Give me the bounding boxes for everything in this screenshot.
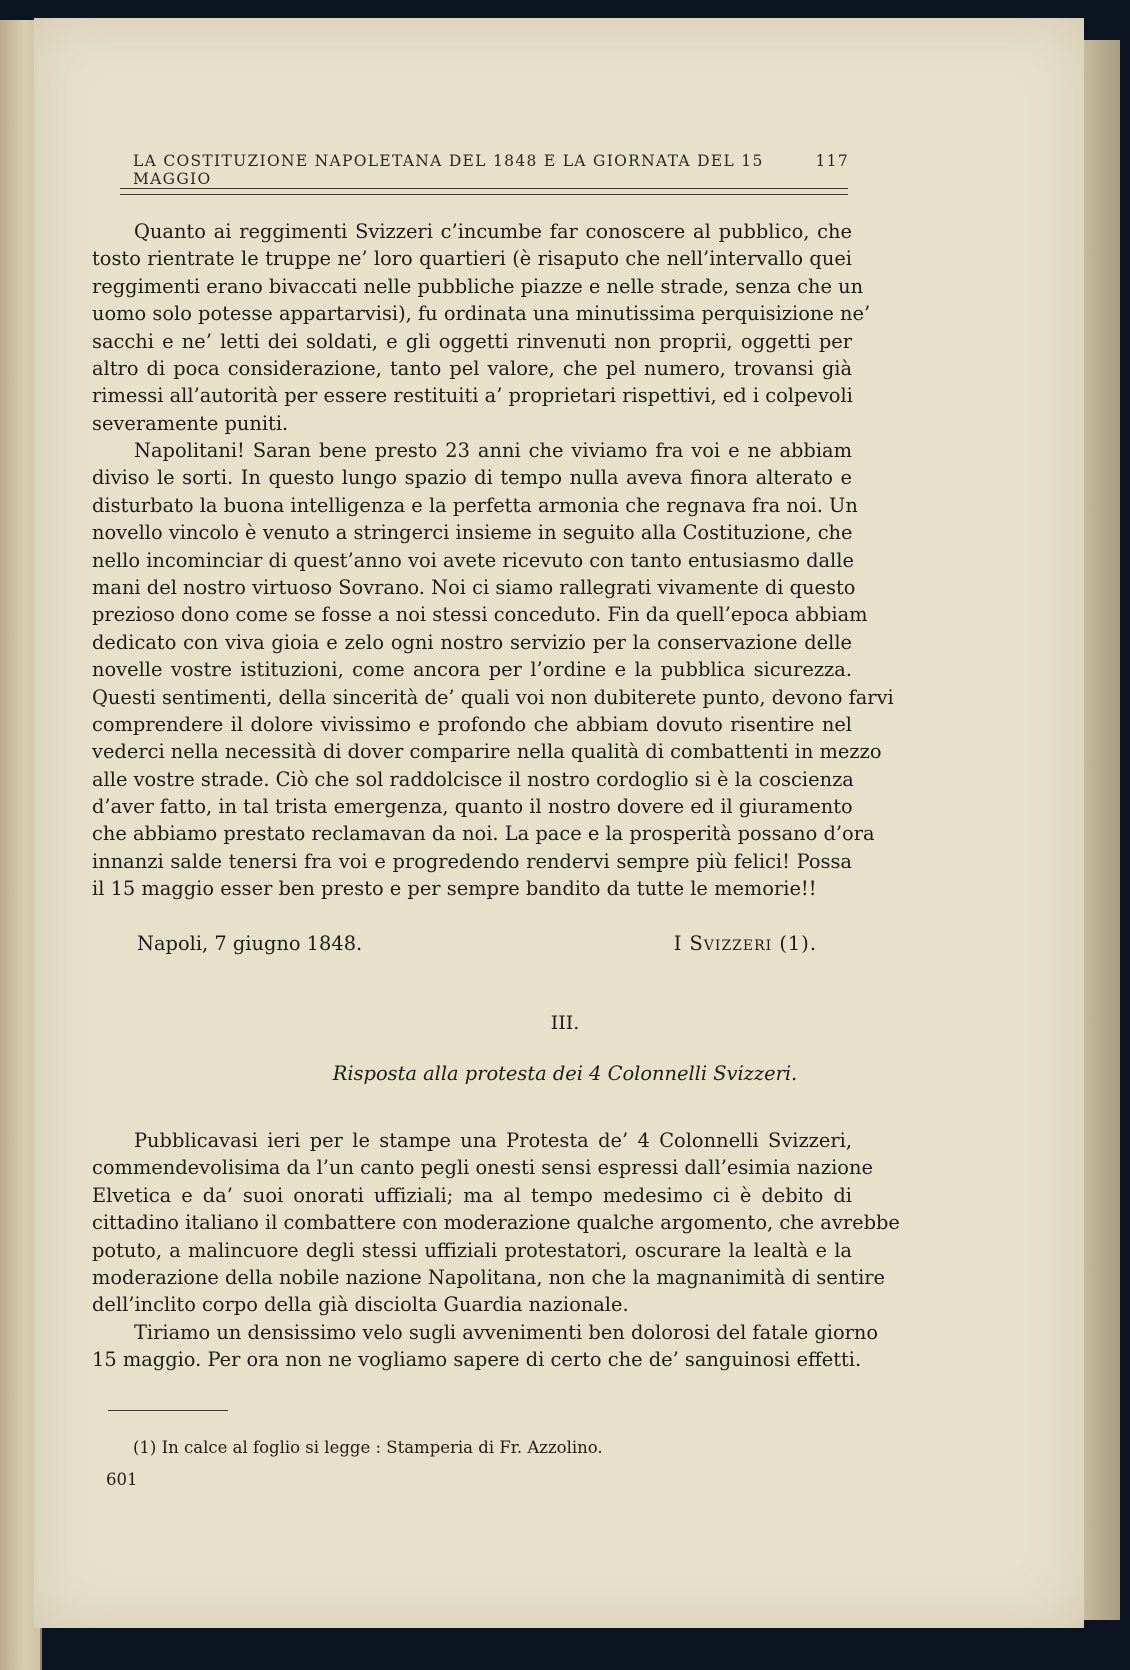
text-line: Napolitani! Saran bene presto 23 anni che viviamo fra voi e ne abbiam [134,439,852,462]
paragraph-tiriamo [92,1319,879,1374]
text-line: uomo solo potesse appartarvisi), fu ordinata una minutissima perquisizione ne’ [92,302,871,326]
text-line: commendevolisima da l’un canto pegli onesti sensi espressi dall’esimia nazione [92,1156,873,1180]
text-line: alle vostre strade. Ciò che sol raddolcisce il nostro cordoglio si è la coscienza [92,767,854,791]
header-rule-top [120,188,848,189]
text-line: disturbato la buona intelligenza e la perfetta armonia che regnava fra noi. Un [92,493,858,517]
text-line: novelle vostre istituzioni, come ancora per l’ordine e la pubblica sicurezza. [92,658,852,682]
text-line: diviso le sorti. In questo lungo spazio di tempo nulla aveva finora alterato e [92,466,852,490]
text-line: potuto, a malincuore degli stessi uffiziali protestatori, oscurare la lealtà e la [92,1238,852,1262]
place-date: Napoli, 7 giugno 1848. [137,932,363,955]
running-header [133,152,849,188]
text-line: nello incominciar di quest’anno voi avete ricevuto con tanto entusiasmo dalle [92,548,854,572]
footnote-rule [108,1410,228,1411]
text-line: che abbiamo prestato reclamavan da noi. La pace e la prosperità possano d’ora [92,822,875,846]
text-line: comprendere il dolore vivissimo e profondo che abbiam dovuto risentire nel [92,712,852,736]
text-line: Tiriamo un densissimo velo sugli avvenimenti ben dolorosi del fatale giorno [134,1321,879,1344]
text-line: Questi sentimenti, della sincerità de’ quali voi non dubiterete punto, devono farvi [92,685,894,709]
text-line: severamente puniti. [92,411,289,435]
page-number: 117 [815,152,849,170]
book-back-page-edge [1080,40,1120,1620]
text-line: 15 maggio. Per ora non ne vogliamo sapere di certo che de’ sanguinosi effetti. [92,1348,862,1372]
text-line: cittadino italiano il combattere con moderazione qualche argomento, che avrebbe [92,1211,900,1235]
dateline [137,932,817,955]
text-line: Quanto ai reggimenti Svizzeri c’incumbe far conoscere al pubblico, che [134,220,852,243]
text-line: Pubblicavasi ieri per le stampe una Protesta de’ 4 Colonnelli Svizzeri, [134,1129,852,1152]
header-rule-bottom [120,194,848,195]
section-number: III. [550,1012,580,1034]
footnote: (1) In calce al foglio si legge : Stamperia di Fr. Azzolino. [133,1438,603,1457]
text-line: innanzi salde tenersi fra voi e progredendo rendervi sempre più felici! Possa [92,849,852,873]
text-line: prezioso dono come se fosse a noi stessi conceduto. Fin da quell’epoca abbiam [92,603,868,627]
text-line: dedicato con viva gioia e zelo ogni nostro servizio per la conservazione delle [92,630,852,654]
text-line: altro di poca considerazione, tanto pel valore, che pel numero, trovansi già [92,356,852,380]
text-line: reggimenti erano bivaccati nelle pubbliche piazze e nelle strade, senza che un [92,274,864,298]
text-line: Elvetica e da’ suoi onorati uffiziali; ma al tempo medesimo ci è debito di [92,1183,852,1207]
text-line: d’aver fatto, in tal trista emergenza, quanto il nostro dovere ed il giuramento [92,795,853,819]
text-line: dell’inclito corpo della già disciolta Guardia nazionale. [92,1293,629,1317]
signature-swiss: I Svizzeri (1). [673,932,817,955]
text-line: il 15 maggio esser ben presto e per sempre bandito da tutte le memorie!! [92,877,817,901]
text-line: moderazione della nobile nazione Napolitana, non che la magnanimità di sentire [92,1265,886,1289]
text-line: vederci nella necessità di dover comparire nella qualità di combattenti in mezzo [92,740,882,764]
text-line: mani del nostro virtuoso Sovrano. Noi ci siamo rallegrati vivamente di questo [92,575,856,599]
text-line: novello vincolo è venuto a stringerci insieme in seguito alla Costituzione, che [92,521,853,545]
running-title: LA COSTITUZIONE NAPOLETANA DEL 1848 E LA GIORNATA DEL 15 MAGGIO [133,152,764,188]
text-line: tosto rientrate le truppe ne’ loro quartieri (è risaputo che nell’intervallo quei [92,247,852,271]
printer-signature-mark: 601 [106,1470,138,1489]
paragraph-protesta [92,1127,900,1319]
section-title: Risposta alla protesta dei 4 Colonnelli Svizzeri. [332,1062,798,1085]
paragraph-swiss-regiments [92,218,871,437]
text-line: sacchi e ne’ letti dei soldati, e gli oggetti rinvenuti non proprii, oggetti per [92,329,852,353]
text-line: rimessi all’autorità per essere restituiti a’ proprietari rispettivi, ed i colpevoli [92,384,853,408]
paragraph-napolitani [92,437,894,903]
